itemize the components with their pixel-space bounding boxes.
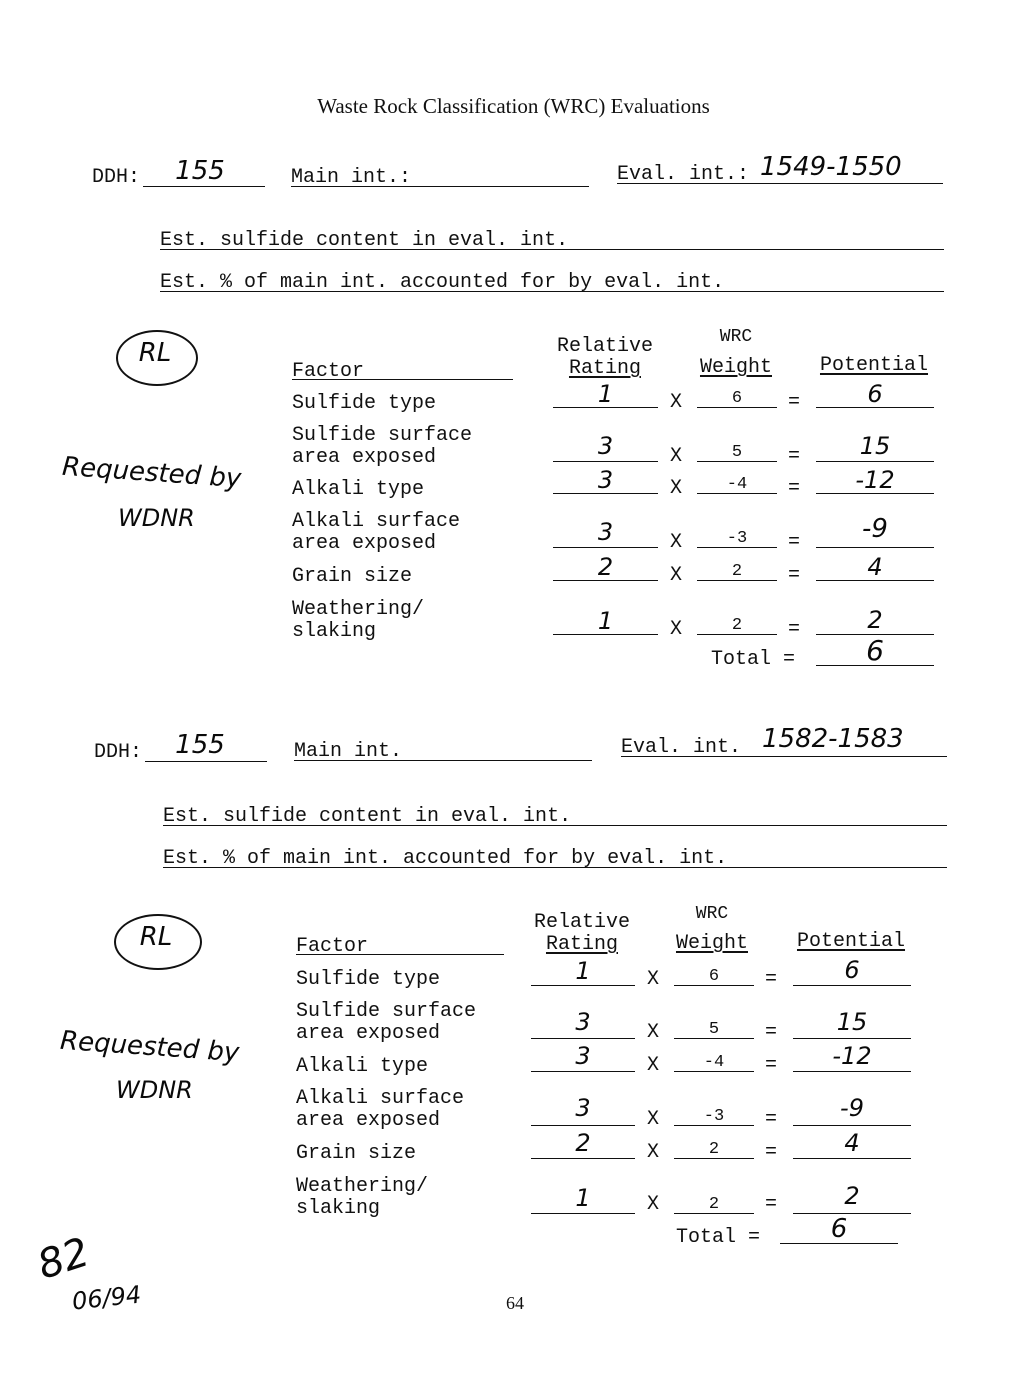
- times-sign: X: [647, 1021, 660, 1044]
- ddh-label: DDH:: [92, 166, 141, 189]
- rating-value: 1: [597, 380, 614, 408]
- factor-header-underline: [292, 379, 513, 380]
- times-sign: X: [647, 1141, 660, 1164]
- est-percent-label: Est. % of main int. accounted for by eval. int.: [160, 271, 725, 294]
- weight-header: Weight: [699, 356, 772, 379]
- eval-int-value: 1549-1550: [760, 152, 902, 182]
- times-sign: X: [647, 1054, 660, 1077]
- times-sign: X: [670, 531, 683, 554]
- total-value: 6: [830, 1214, 848, 1244]
- potential-line: [793, 1125, 911, 1126]
- est-sulfide-label: Est. sulfide content in eval. int.: [160, 229, 569, 252]
- wrc-header: WRC: [719, 327, 753, 347]
- weight-value: 5: [708, 1020, 720, 1039]
- potential-line: [793, 1071, 911, 1072]
- rating-value: 3: [575, 1008, 591, 1036]
- equals-sign: =: [765, 1141, 778, 1164]
- equals-sign: =: [765, 1193, 778, 1216]
- factor-header: Factor: [296, 935, 369, 958]
- total-value: 6: [866, 634, 884, 667]
- est-sulfide-underline: [163, 825, 947, 826]
- rating-value: 1: [575, 957, 591, 985]
- potential-value: 2: [844, 1182, 860, 1210]
- potential-value: -12: [855, 466, 895, 494]
- est-percent-underline: [160, 291, 944, 292]
- rating-line: [531, 1158, 635, 1159]
- wrc-header: WRC: [695, 904, 729, 924]
- weight-value: -4: [703, 1053, 725, 1072]
- times-sign: X: [647, 968, 660, 991]
- times-sign: X: [670, 564, 683, 587]
- ddh-underline: [145, 761, 267, 762]
- weight-value: -3: [726, 529, 748, 548]
- eval-int-value: 1582-1583: [762, 724, 904, 754]
- factor-weathering: Weathering/: [296, 1175, 429, 1198]
- factor-header-underline: [296, 954, 504, 955]
- potential-line: [793, 1158, 911, 1159]
- potential-value: -9: [840, 1094, 864, 1122]
- main-int-label: Main int.:: [291, 166, 412, 189]
- factor-sulfide-surface-line2: area exposed: [292, 446, 437, 469]
- ddh-value: 155: [175, 156, 225, 186]
- equals-sign: =: [765, 1021, 778, 1044]
- ddh-underline: [143, 186, 265, 187]
- factor-sulfide-surface-line2: area exposed: [296, 1022, 441, 1045]
- potential-line: [816, 547, 934, 548]
- equals-sign: =: [765, 1108, 778, 1131]
- equals-sign: =: [788, 618, 801, 641]
- factor-weathering-line2: slaking: [292, 620, 377, 643]
- weight-header: Weight: [675, 932, 748, 955]
- factor-alkali-surface-line2: area exposed: [292, 532, 437, 555]
- potential-value: 6: [844, 956, 860, 984]
- potential-value: 15: [836, 1008, 868, 1036]
- footer-note-top: 82: [32, 1229, 95, 1289]
- times-sign: X: [670, 391, 683, 414]
- factor-alkali-type: Alkali type: [296, 1055, 429, 1078]
- ddh-value: 155: [175, 730, 225, 760]
- weight-value: 2: [731, 562, 743, 581]
- requested-note: Requested by: [59, 1025, 241, 1069]
- ddh-label: DDH:: [94, 741, 143, 764]
- rating-value: 3: [575, 1094, 591, 1122]
- relative-header: Relative: [533, 911, 630, 934]
- factor-weathering: Weathering/: [292, 598, 425, 621]
- equals-sign: =: [788, 531, 801, 554]
- rating-line: [531, 1125, 635, 1126]
- document-title: Waste Rock Classification (WRC) Evaluations: [317, 94, 710, 118]
- rating-line: [553, 461, 658, 462]
- wdnr-note: WDNR: [118, 504, 195, 532]
- weight-value: -3: [703, 1107, 725, 1126]
- main-int-underline: [291, 186, 589, 187]
- equals-sign: =: [765, 968, 778, 991]
- rating-value: 2: [575, 1129, 591, 1157]
- weight-value: 2: [708, 1195, 720, 1214]
- rating-line: [553, 547, 658, 548]
- rating-line: [531, 985, 635, 986]
- page-number: 64: [506, 1293, 524, 1313]
- rating-value: 1: [575, 1184, 591, 1212]
- factor-alkali-surface: Alkali surface: [292, 510, 461, 533]
- rl-note: RL: [138, 338, 172, 368]
- weight-value: 6: [731, 389, 743, 408]
- potential-value: 4: [844, 1129, 860, 1157]
- potential-value: 4: [867, 553, 883, 581]
- factor-alkali-surface-line2: area exposed: [296, 1109, 441, 1132]
- rating-value: 2: [597, 553, 614, 581]
- rating-line: [531, 1038, 635, 1039]
- factor-sulfide-type: Sulfide type: [296, 968, 441, 991]
- wdnr-note: WDNR: [116, 1076, 193, 1104]
- factor-grain-size: Grain size: [292, 565, 413, 588]
- total-label: Total =: [711, 648, 796, 671]
- potential-value: -12: [832, 1042, 872, 1070]
- factor-alkali-type: Alkali type: [292, 478, 425, 501]
- potential-header: Potential: [796, 930, 906, 953]
- weight-value: -4: [726, 475, 748, 494]
- relative-header: Relative: [556, 335, 653, 358]
- factor-sulfide-type: Sulfide type: [292, 392, 437, 415]
- footer-note-date: 06/94: [70, 1280, 143, 1316]
- times-sign: X: [647, 1108, 660, 1131]
- rating-value: 1: [597, 607, 614, 635]
- factor-alkali-surface: Alkali surface: [296, 1087, 465, 1110]
- potential-line: [816, 461, 934, 462]
- rating-value: 3: [597, 518, 614, 546]
- times-sign: X: [670, 477, 683, 500]
- factor-sulfide-surface: Sulfide surface: [292, 424, 473, 447]
- potential-line: [793, 985, 911, 986]
- times-sign: X: [670, 445, 683, 468]
- weight-value: 2: [731, 616, 743, 635]
- equals-sign: =: [788, 445, 801, 468]
- rating-header: Rating: [545, 933, 618, 956]
- eval-int-underline: [617, 183, 943, 184]
- potential-header: Potential: [819, 354, 929, 377]
- eval-int-label: Eval. int.:: [617, 163, 750, 186]
- equals-sign: =: [788, 391, 801, 414]
- weight-value: 6: [708, 967, 720, 986]
- requested-note: Requested by: [61, 451, 243, 495]
- eval-int-underline: [621, 756, 947, 757]
- weight-value: 2: [708, 1140, 720, 1159]
- times-sign: X: [670, 618, 683, 641]
- times-sign: X: [647, 1193, 660, 1216]
- est-percent-underline: [163, 867, 947, 868]
- potential-value: 15: [859, 432, 891, 460]
- main-int-label: Main int.: [294, 740, 403, 763]
- potential-value: 2: [867, 606, 883, 634]
- rating-value: 3: [597, 466, 614, 494]
- est-percent-label: Est. % of main int. accounted for by eval. int.: [163, 847, 728, 870]
- equals-sign: =: [788, 564, 801, 587]
- eval-int-label: Eval. int.: [621, 736, 742, 759]
- rating-line: [531, 1213, 635, 1214]
- potential-value: -9: [862, 514, 888, 544]
- est-sulfide-label: Est. sulfide content in eval. int.: [163, 805, 572, 828]
- rating-value: 3: [597, 432, 614, 460]
- main-int-underline: [294, 760, 592, 761]
- equals-sign: =: [788, 477, 801, 500]
- total-label: Total =: [676, 1226, 761, 1249]
- weight-value: 5: [731, 443, 743, 462]
- factor-sulfide-surface: Sulfide surface: [296, 1000, 477, 1023]
- factor-grain-size: Grain size: [296, 1142, 417, 1165]
- potential-value: 6: [867, 380, 883, 408]
- est-sulfide-underline: [160, 249, 944, 250]
- potential-line: [793, 1038, 911, 1039]
- rating-value: 3: [575, 1042, 591, 1070]
- factor-weathering-line2: slaking: [296, 1197, 381, 1220]
- factor-header: Factor: [292, 360, 365, 383]
- rating-header: Rating: [568, 357, 641, 380]
- rating-line: [531, 1071, 635, 1072]
- rl-note: RL: [139, 922, 173, 952]
- equals-sign: =: [765, 1054, 778, 1077]
